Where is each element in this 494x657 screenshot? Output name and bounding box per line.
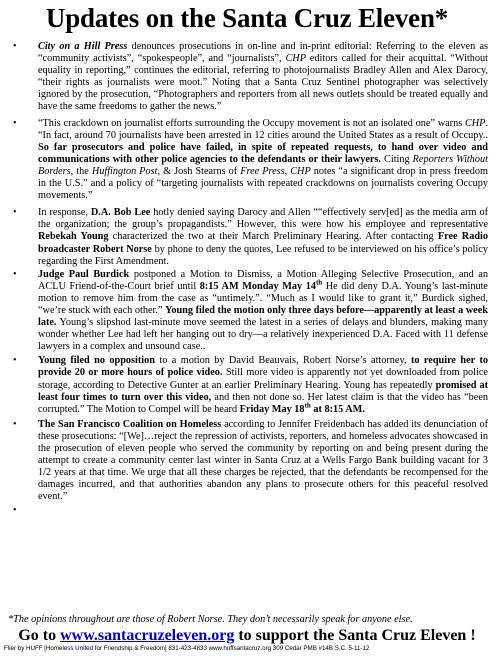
list-item: • “This crackdown on journalist efforts surrounding the Occupy movement is not an isolated one” warns CHP. “In fact, around 70 journalists have been arrested in 12 cities around the United States as a result of Occupy.. So far prosecutors and police have failed, in spite of repeated requests, to hand over video and communications with other police agencies to the defendants or their lawyers. Citing Reporters Without Borders, the Huffington Post, & Josh Stearns of Free Press, CHP notes “a significant drop in press freedom in the U.S.” and a policy of “targeting journalists with repeated crackdowns on journalists covering Occupy movements.” <box>13 117 488 202</box>
list-item: • The San Francisco Coalition on Homeless according to Jennifer Freidenbach has added its denunciation of these prosecutions: “[We]…reject the repression of activists, reporters, and homeless advocates showcased in the prosecution of eleven people who served the community by reporting on and being present during the attempt to create a community center last winter in Santa Cruz at a Wells Fargo Bank building vacant for 3 1/2 years at that time. We urge that all these charges be rejected, that the defendants be recompensed for the damages incurred, and that authorities abandon any plans to prosecute others for this peaceful resolved event.” <box>13 418 488 503</box>
website-link[interactable]: www.santacruzeleven.org <box>60 627 235 644</box>
bullet-icon: • <box>13 268 17 280</box>
flier-credit-line: Flier by HUFF [Homeless United for Friendship & Freedom] 831-423-4833 www.huffsantacruz.org 309 Cedar PMB #14B S.C. 5-11-12 <box>4 645 370 652</box>
page-title: Updates on the Santa Cruz Eleven* <box>45 3 449 33</box>
disclaimer: *The opinions throughout are those of Robert Norse. They don’t necessarily speak for anyone else. <box>8 614 413 625</box>
publication-name: City on a Hill Press <box>38 41 128 52</box>
list-item: • Young filed no opposition to a motion by David Beauvais, Robert Norse’s attorney, to require her to provide 20 or more hours of police video. Still more video is apparently not yet downloaded from police storage, according to Detective Gunter at an earlier Preliminary Hearing. Young has repeatedly promised at least four times to turn over this video, and then not done so. Her latest claim is that the video has “been corrupted.” The Motion to Compel will be heard Friday May 18th at 8:15 AM. <box>13 355 489 415</box>
list-item: • In response, D.A. Bob Lee hotly denied saying Darocy and Allen ““effectively serv[ed] as the media arm of the organization; the group’s propagandists.” However, this were how his employee and representative Rebekah Young characterized the two at their March Preliminary Hearing. After contacting Free Radio broadcaster Robert Norse by phone to deny the quotes, Lee refused to be interviewed on his office’s policy regarding the First Amendment. <box>13 207 489 267</box>
updates-list <box>8 41 488 517</box>
list-item: • Judge Paul Burdick postponed a Motion to Dismiss, a Motion Alleging Selective Prosecution, and an ACLU Friend-of-the-Court brief until 8:15 AM Monday May 14th He did deny D.A. Young’s last-minute motion to remove him from the case as “untimely.”. “Much as I would like to grant it,” Burdick sighed, “we’re stuck with each other.” Young filed the motion only three days before—apparently at least a week late. Young’s slipshod last-minute move seemed the latest in a series of delays and blunders, making many wonder whether Lee had left her hanging out to dry—a relatively inexperienced D.A. Faced with 11 defense lawyers in a complex and unsound case.. <box>13 268 488 353</box>
bullet-icon: • <box>13 41 17 52</box>
bullet-icon: • <box>13 505 17 517</box>
empty-list-item <box>8 505 488 517</box>
list-item: • City on a Hill Press denounces prosecutions in on-line and in-print editorial: Referring to the eleven as “community activists”, “spokespeople”, and “journalists”, CHP editors called for their acquittal. “Without equality in reporting,” continues the editorial, referring to photojournalists Bradley Allen and Alex Darocy, “their rights as journalists were moot.” Noting that a Santa Cruz Sentinel photographer was selectively ignored by the prosecution, “Photographers and reporters from all news outlets should be treated equally and have the same freedoms to gather the news.” <box>13 41 489 113</box>
bullet-icon: • <box>13 418 17 430</box>
bullet-icon: • <box>13 117 17 129</box>
bullet-icon: • <box>13 207 17 219</box>
footer-call-to-action: Go to www.santacruzeleven.org to support the Santa Cruz Eleven ! <box>18 627 476 644</box>
bullet-icon: • <box>13 355 17 367</box>
